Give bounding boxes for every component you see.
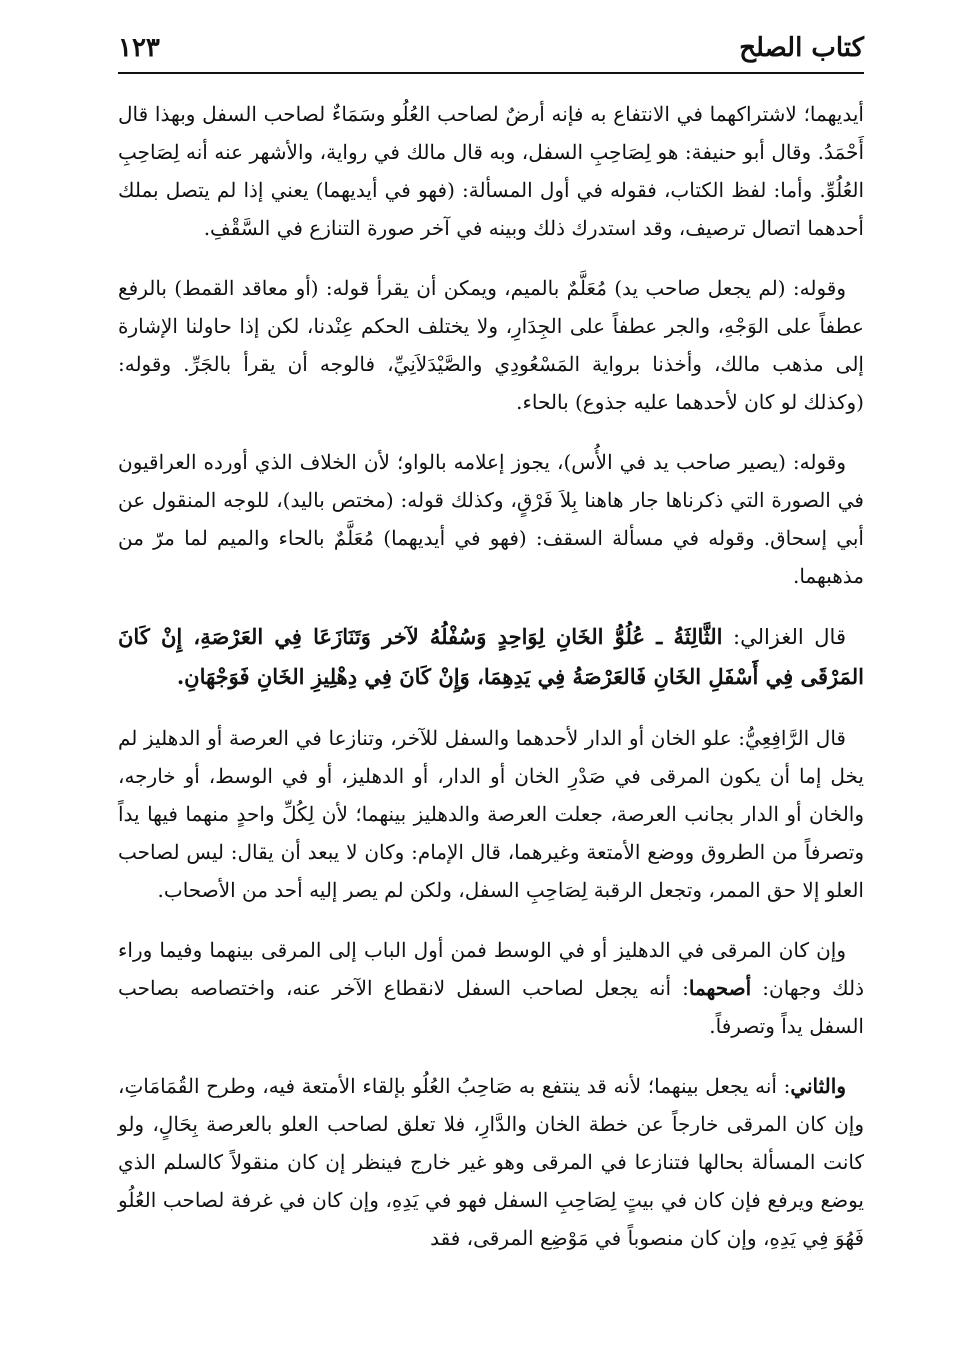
paragraph-3: وقوله: (يصير صاحب يد في الأُس)، يجوز إعلامه بالواو؛ لأن الخلاف الذي أورده العراقيون في الصورة التي ذكرناها جار هاهنا بِلاَ فَرْقٍ، وكذلك قوله: (مختص باليد)، للوجه المنقول عن أبي إسحاق. وقوله في مسألة السقف: (فهو في أيديهما) مُعَلَّمٌ بالحاء والميم لما مرّ من مذهبهما.: [118, 450, 864, 588]
opinion-text-first: : أنه يجعل لصاحب السفل لانقطاع الآخر عنه، واختصاصه بصاحب السفل يداً وتصرفاً.: [118, 976, 864, 1038]
paragraph-rafii: قال الرَّافِعِيُّ: علو الخان أو الدار لأحدهما والسفل للآخر، وتنازعا في العرصة أو الدهليز لم يخل إما أن يكون المرقى في صَدْرِ الخان أو الدار، أو الدهليز، أو في الوسط، أو خارجه، والخان أو الدار بجانب العرصة، جعلت العرصة والدهليز بينهما؛ لأن لِكُلِّ واحدٍ منهما فيها يداً وتصرفاً من الطروق ووضع الأمتعة وغيرهما، قال الإمام: وكان لا يبعد أن يقال: ليس لصاحب العلو إلا حق الممر، وتجعل الرقبة لِصَاحِبِ السفل، ولكن لم يصر إليه أحد من الأصحاب.: [118, 726, 864, 902]
paragraph-first-opinion: [118, 931, 864, 1045]
page-body: [118, 95, 864, 1279]
opinion-label-first: أصحهما: [688, 976, 752, 1000]
page-header: [118, 28, 864, 74]
page-number: ١٢٣: [118, 33, 160, 63]
paragraph-1: أيديهما؛ لاشتراكهما في الانتفاع به فإنه أرضٌ لصاحب العُلُو وسَمَاءٌ لصاحب السفل وبهذا قال أَحْمَدُ. وقال أبو حنيفة: هو لِصَاحِبِ السفل، وبه قال مالك في رواية، والأشهر عنه أنه لِصَاحِبِ العُلُوِّ. وأما: لفظ الكتاب، فقوله في أول المسألة: (فهو في أيديهما) يعني إذا لم يتصل بملك أحدهما اتصال ترصيف، وقد استدرك ذلك وبينه في آخر صورة التنازع في السَّقْفِ.: [118, 102, 864, 240]
running-title: كتاب الصلح: [739, 33, 864, 63]
matn-lead: قال الغزالي:: [722, 625, 846, 649]
paragraph-second-opinion: [118, 1067, 864, 1257]
opinion-label-second: والثاني: [790, 1074, 846, 1098]
paragraph-2: وقوله: (لم يجعل صاحب يد) مُعَلَّمٌ بالميم، ويمكن أن يقرأ قوله: (أو معاقد القمط) بالرفع عطفاً على الوَجْهِ، والجر عطفاً على الجِدَارِ، ولا يختلف الحكم عِنْدنا، لكن إذا حاولنا الإشارة إلى مذهب مالك، وأخذنا برواية المَسْعُودِي والصَّيْدَلاَنِيِّ، فالوجه أن يقرأ بالجَرِّ. وقوله: (وكذلك لو كان لأحدهما عليه جذوع) بالحاء.: [118, 276, 864, 414]
opinion-intro: وإن كان المرقى في الدهليز أو في الوسط فمن أول الباب إلى المرقى بينهما وفيما وراء ذلك وجهان:: [118, 938, 864, 1000]
opinion-text-second: : أنه يجعل بينهما؛ لأنه قد ينتفع به صَاحِبُ العُلُو بإلقاء الأمتعة فيه، وطرح القُمَامَاتِ، وإن كان المرقى خارجاً عن خطة الخان والدَّارِ، فلا تعلق لصاحب العلو بالعرصة بِحَالٍ، ولو كانت المسألة بحالها فتنازعا في المرقى وهو غير خارج فينظر إن كان منقولاً كالسلم الذي يوضع ويرفع فإن كان في بيتٍ لِصَاحِبِ السفل فهو في يَدِهِ، وإن كان في غرفة لصاحب العُلُو فَهُوَ فِي يَدِهِ، وإن كان منصوباً في مَوْضِع المرقى، فقد: [118, 1074, 865, 1250]
ghazali-matn-paragraph: [118, 617, 864, 697]
matn-text: الثَّالِثَةُ ـ عُلُوُّ الخَانِ لِوَاحِدٍ وَسُفْلُهُ لآخر وَتَنَازَعَا فِي العَرْصَةِ، إِنْ كَانَ المَرْقَى فِي أَسْفَلِ الخَانِ فَالعَرْصَةُ فِي يَدِهِمَا، وَإِنْ كَانَ فِي دِهْلِيزِ الخَانِ فَوَجْهَانِ.: [118, 624, 864, 689]
